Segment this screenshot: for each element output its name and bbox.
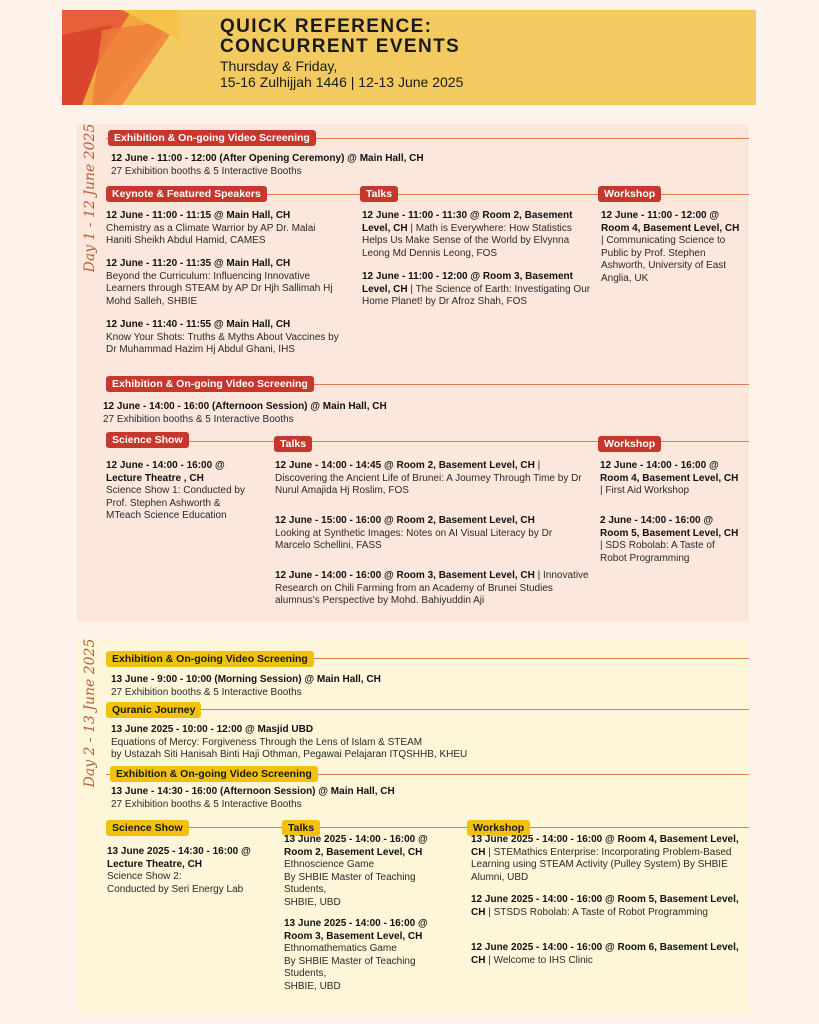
event-desc: Chemistry as a Climate Warrior by AP Dr. Malai Haniti Sheikh Abdul Hamid, CAMES [106,222,316,247]
event-time: 12 June - 15:00 - 16:00 @ Room 2, Basement Level, CH [275,515,535,526]
event-time: 2 June - 14:00 - 16:00 @ Room 5, Basement Level, CH [600,515,739,539]
event-time: 13 June - 14:30 - 16:00 (Afternoon Session) @ Main Hall, CH [111,786,395,797]
event-desc: Science Show 1: Conducted by Prof. Stephen Ashworth & MTeach Science Education [106,485,245,522]
tag-talks: Talks [274,436,312,452]
workshop-item: 12 June 2025 - 14:00 - 16:00 @ Room 6, Basement Level, CH | Welcome to IHS Clinic [471,942,739,966]
quranic-block [111,724,731,762]
talk-item [284,918,456,994]
event-time: 13 June 2025 - 14:30 - 16:00 @ Lecture Theatre, CH [107,846,251,870]
keynote-item [106,210,341,248]
workshop-item: 12 June - 14:00 - 16:00 @ Room 4, Basement Level, CH | First Aid Workshop [600,460,739,497]
talk-item: 12 June - 11:00 - 11:30 @ Room 2, Basement Level, CH | Math is Everywhere: How Statistics Helps Us Make Sense of the World by Elvynna Leong Md Dennis Leong, FOS [362,210,573,259]
event-time: 13 June 2025 - 14:00 - 16:00 @ Room 2, Basement Level, CH [284,834,428,858]
event-desc: 27 Exhibition booths & 5 Interactive Booths [111,165,302,177]
event-time: 12 June - 14:00 - 16:00 @ Room 4, Basement Level, CH [600,460,739,484]
tag-science-show: Science Show [106,432,189,448]
event-desc: 27 Exhibition booths & 5 Interactive Booths [111,798,302,810]
event-time: 12 June - 14:00 - 16:00 (Afternoon Session) @ Main Hall, CH [103,401,387,412]
workshop-item: 2 June - 14:00 - 16:00 @ Room 5, Basement Level, CH | SDS Robolab: A Taste of Robot Programming [600,515,739,564]
title-line-1: QUICK REFERENCE: [220,16,433,37]
event-desc: 27 Exhibition booths & 5 Interactive Booths [103,413,294,425]
tag-talks: Talks [282,820,320,836]
event-desc: Math is Everywhere: How Statistics Helps Us Make Sense of the World by Elvynna Leong Md Dennis Leong, FOS [362,222,572,259]
event-time: 12 June - 11:00 - 12:00 (After Opening Ceremony) @ Main Hall, CH [111,153,424,164]
exhibition-block [111,786,731,811]
talk-item [284,834,456,910]
event-desc: Ethnoscience Game [284,859,375,871]
event-desc: Looking at Synthetic Images: Notes on AI Visual Literacy by Dr Marcelo Schellini, FASS [275,527,553,552]
workshop-item: 13 June 2025 - 14:00 - 16:00 @ Room 4, Basement Level, CH | STEMathics Enterprise: Incorporating Problem-Based Learning using STEAM Activity (Pulley System) By SHBIE Alumni, UBD [471,834,739,883]
event-desc: Discovering the Ancient Life of Brunei: A Journey Through Time by Dr Nurul Amajida Hj Roslim, FOS [275,472,582,497]
science-show-item [106,460,256,523]
tag-exhibition: Exhibition & On-going Video Screening [106,651,314,667]
subtitle-line-1: Thursday & Friday, [220,58,338,74]
exhibition-block [103,401,723,426]
event-desc: SHBIE, UBD [284,980,341,992]
exhibition-block [111,674,731,699]
event-desc: By SHBIE Master of Teaching Students, [284,955,416,980]
event-desc: STSDS Robolab: A Taste of Robot Programming [493,906,708,918]
tag-science-show: Science Show [106,820,189,836]
event-time: 13 June - 9:00 - 10:00 (Morning Session) @ Main Hall, CH [111,674,381,685]
event-desc: By SHBIE Master of Teaching Students, [284,871,416,896]
event-desc: Welcome to IHS Clinic [493,954,593,966]
workshop-item: 12 June 2025 - 14:00 - 16:00 @ Room 5, Basement Level, CH | STSDS Robolab: A Taste of Robot Programming [471,894,739,918]
event-desc: Know Your Shots: Truths & Myths About Vaccines by Dr Muhammad Hazim Hj Abdul Ghani, IHS [106,331,339,356]
title-line-2: CONCURRENT EVENTS [220,36,461,57]
day2-label: Day 2 - 13 June 2025 [82,638,98,788]
day1-label: Day 1 - 12 June 2025 [82,123,98,273]
event-desc: SHBIE, UBD [284,896,341,908]
exhibition-block [111,153,731,178]
event-time: 13 June 2025 - 14:00 - 16:00 @ Room 4, Basement Level, CH [471,834,739,858]
page-title [220,17,460,57]
event-time: 12 June 2025 - 14:00 - 16:00 @ Room 5, Basement Level, CH [471,894,739,918]
event-time: 12 June - 14:00 - 16:00 @ Lecture Theatre , CH [106,460,225,484]
event-desc: Ethnomathematics Game [284,943,397,955]
keynote-item [106,258,341,308]
science-show-item [107,846,275,896]
event-desc: Beyond the Curriculum: Influencing Innovative Learners through STEAM by AP Dr Hjh Sallimah Hj Mohd Salleh, SHBIE [106,270,333,307]
talk-item: 12 June - 14:00 - 16:00 @ Room 3, Basement Level, CH | Innovative Research on Chili Farming from an Academy of Brunei Studies alumnus's Perspective by Mohd. Bahiyuddin Aji [275,570,589,607]
workshop-item: 12 June - 11:00 - 12:00 @ Room 4, Basement Level, CH | Communicating Science to Public by Prof. Stephen Ashworth, University of East Anglia, UK [601,210,740,284]
tag-talks: Talks [360,186,398,202]
event-time: 12 June - 11:00 - 12:00 @ Room 4, Basement Level, CH [601,210,740,234]
talk-item: 12 June - 11:00 - 12:00 @ Room 3, Basement Level, CH | The Science of Earth: Investigating Our Home Planet! by Dr Afroz Shah, FOS [362,271,591,308]
event-desc: The Science of Earth: Investigating Our Home Planet! by Dr Afroz Shah, FOS [362,283,591,308]
tag-exhibition: Exhibition & On-going Video Screening [108,130,316,146]
divider [106,827,749,828]
talk-item: 12 June - 14:00 - 14:45 @ Room 2, Basement Level, CH | Discovering the Ancient Life of Brunei: A Journey Through Time by Dr Nurul Amajida Hj Roslim, FOS [275,460,582,497]
event-desc: Conducted by Seri Energy Lab [107,883,244,895]
event-desc: Innovative Research on Chili Farming from an Academy of Brunei Studies alumnus's Perspective by Mohd. Bahiyuddin Aji [275,570,589,607]
tag-exhibition: Exhibition & On-going Video Screening [106,376,314,392]
event-time: 12 June 2025 - 14:00 - 16:00 @ Room 6, Basement Level, CH [471,942,739,966]
event-time: 12 June - 14:00 - 14:45 @ Room 2, Basement Level, CH [275,460,535,471]
tag-quranic-journey: Quranic Journey [106,702,201,718]
tag-workshop: Workshop [598,186,661,202]
event-time: 12 June - 11:20 - 11:35 @ Main Hall, CH [106,258,291,269]
event-desc: SDS Robolab: A Taste of Robot Programming [600,540,715,564]
event-time: 12 June - 11:00 - 11:30 @ Room 2, Basement Level, CH [362,210,573,234]
event-time: 13 June 2025 - 14:00 - 16:00 @ Room 3, Basement Level, CH [284,918,428,942]
subtitle-line-2: 15-16 Zulhijjah 1446 | 12-13 June 2025 [220,74,464,90]
event-time: 12 June - 11:40 - 11:55 @ Main Hall, CH [106,319,291,330]
tag-workshop: Workshop [598,436,661,452]
divider [106,709,749,710]
keynote-item [106,319,341,357]
event-desc: by Ustazah Siti Hanisah Binti Haji Othman, Pegawai Pelajaran ITQSHHB, KHEU [111,749,468,761]
event-desc: Science Show 2: [107,871,182,883]
tag-workshop: Workshop [467,820,530,836]
talk-item [275,515,590,553]
event-desc: 27 Exhibition booths & 5 Interactive Booths [111,686,302,698]
tag-exhibition: Exhibition & On-going Video Screening [110,766,318,782]
event-time: 12 June - 14:00 - 16:00 @ Room 3, Basement Level, CH [275,570,535,581]
abstract-logo-shapes [62,10,180,105]
event-desc: STEMathics Enterprise: Incorporating Problem-Based Learning using STEAM Activity (Pulley System) By SHBIE Alumni, UBD [471,846,732,883]
event-desc: Communicating Science to Public by Prof. Stephen Ashworth, University of East Anglia, UK [601,235,727,284]
tag-keynote: Keynote & Featured Speakers [106,186,267,202]
page-subtitle [220,58,463,90]
event-time: 12 June - 11:00 - 12:00 @ Room 3, Basement Level, CH [362,271,573,295]
event-desc: Equations of Mercy: Forgiveness Through the Lens of Islam & STEAM [111,736,423,748]
event-time: 13 June 2025 - 10:00 - 12:00 @ Masjid UBD [111,724,314,735]
event-desc: First Aid Workshop [605,485,690,497]
event-time: 12 June - 11:00 - 11:15 @ Main Hall, CH [106,210,291,221]
